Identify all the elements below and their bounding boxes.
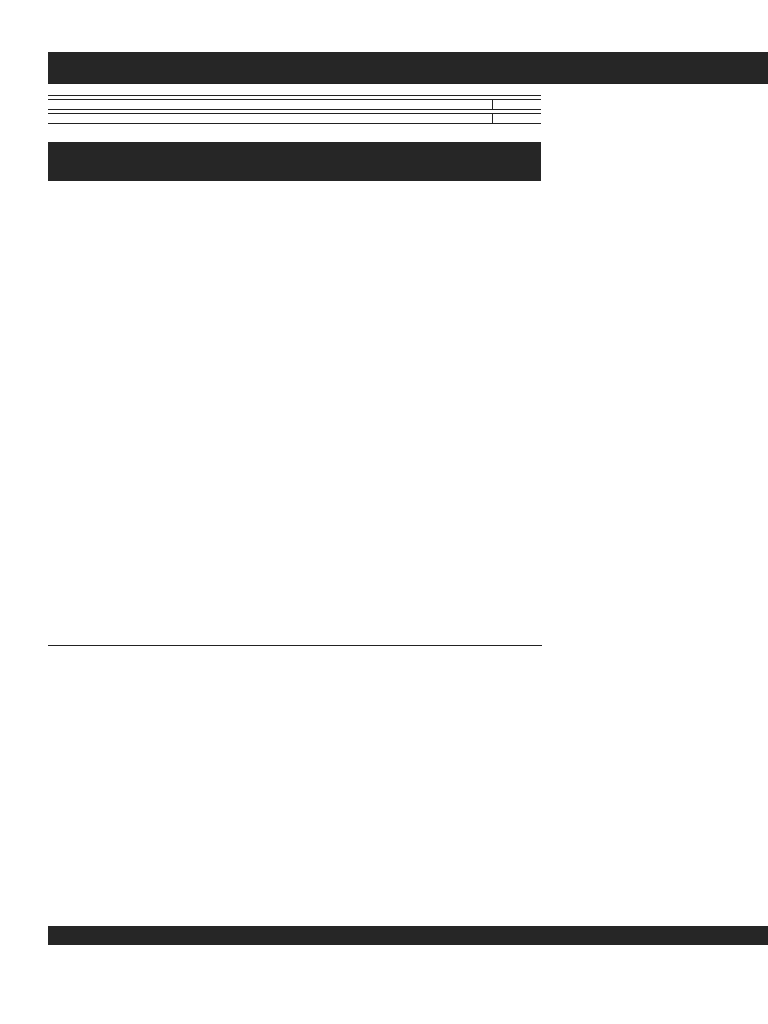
title-bar	[48, 52, 768, 84]
checklist-table-b	[48, 645, 542, 646]
tipo-label	[492, 100, 543, 110]
section-heading-bar	[48, 162, 541, 181]
projeto-row	[48, 85, 541, 96]
cliente-row	[48, 113, 541, 124]
fachada-heading-bar	[48, 926, 768, 945]
data-reuniao-row	[48, 99, 541, 110]
study-heading-bar	[48, 142, 541, 162]
participantes-label	[492, 114, 543, 124]
